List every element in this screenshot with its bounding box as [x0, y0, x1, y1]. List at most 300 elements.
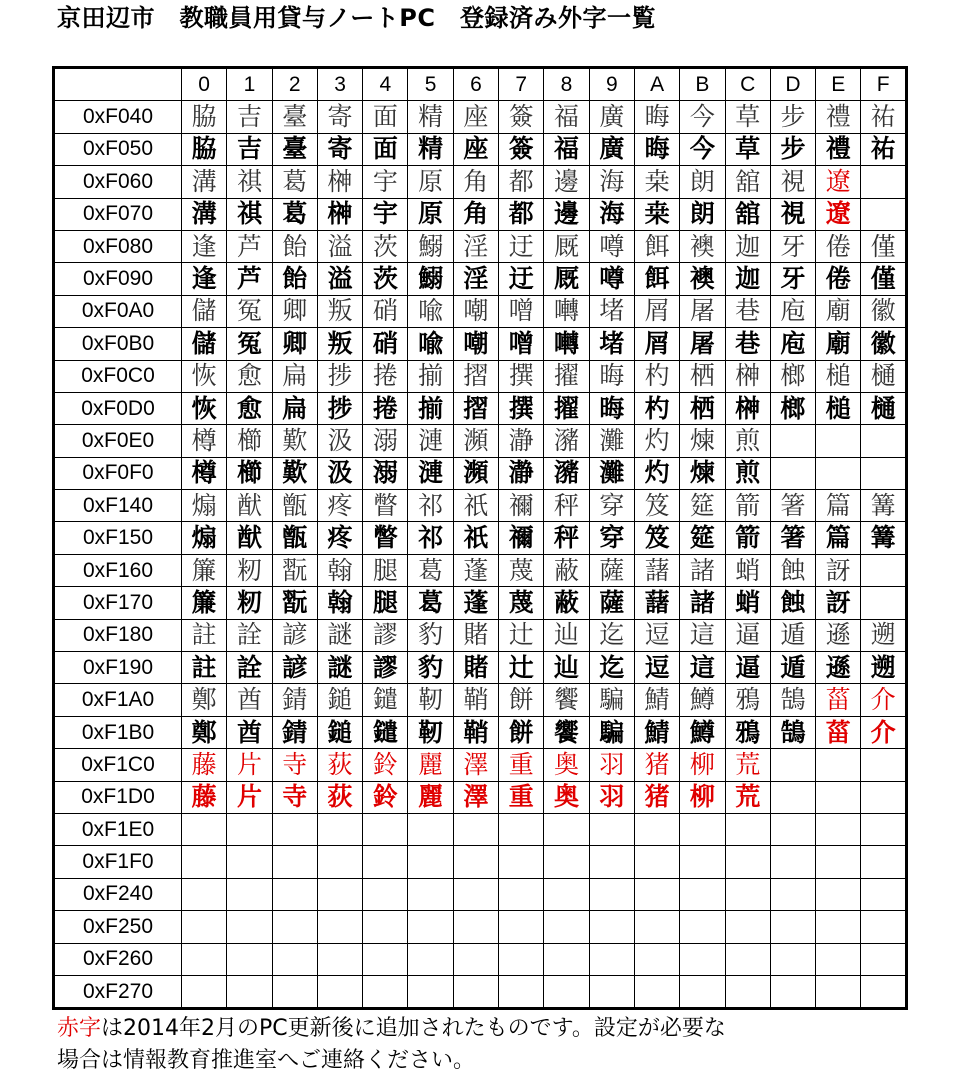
- glyph-cell: 謎: [317, 619, 362, 651]
- glyph-cell: 藷: [634, 587, 679, 619]
- glyph-cell: 鎚: [317, 716, 362, 748]
- glyph-cell: 荻: [317, 749, 362, 781]
- glyph-cell: [816, 943, 861, 975]
- page-title: 京田辺市 教職員用貸与ノートPC 登録済み外字一覧: [57, 4, 656, 32]
- glyph-cell: 汲: [317, 425, 362, 457]
- glyph-cell: 藤: [182, 749, 227, 781]
- row-code-label: 0xF1D0: [54, 781, 182, 813]
- glyph-cell: 餅: [499, 684, 544, 716]
- glyph-cell: [861, 943, 906, 975]
- glyph-cell: [770, 911, 815, 943]
- row-code-label: 0xF090: [54, 263, 182, 295]
- glyph-cell: [227, 943, 272, 975]
- glyph-cell: 芦: [227, 263, 272, 295]
- glyph-cell: 茨: [363, 230, 408, 262]
- glyph-cell: [861, 587, 906, 619]
- glyph-cell: 簾: [182, 587, 227, 619]
- table-row: [54, 943, 907, 975]
- glyph-cell: 煉: [680, 425, 725, 457]
- glyph-cell: 福: [544, 133, 589, 165]
- row-code-label: 0xF0C0: [54, 360, 182, 392]
- glyph-cell: 臺: [272, 133, 317, 165]
- row-code-label: 0xF1C0: [54, 749, 182, 781]
- column-header: 6: [453, 68, 498, 101]
- glyph-cell: 靭: [408, 716, 453, 748]
- glyph-cell: [363, 911, 408, 943]
- glyph-cell: 蔽: [544, 587, 589, 619]
- glyph-cell: 片: [227, 749, 272, 781]
- glyph-cell: 淫: [453, 230, 498, 262]
- glyph-cell: 榊: [317, 198, 362, 230]
- glyph-cell: 瞥: [363, 522, 408, 554]
- glyph-cell: [317, 911, 362, 943]
- glyph-cell: 祺: [227, 198, 272, 230]
- glyph-cell: [499, 846, 544, 878]
- glyph-cell: 飴: [272, 230, 317, 262]
- glyph-cell: 煽: [182, 490, 227, 522]
- glyph-cell: [408, 878, 453, 910]
- glyph-cell: 鈴: [363, 781, 408, 813]
- row-code-label: 0xF240: [54, 878, 182, 910]
- glyph-cell: 餅: [499, 716, 544, 748]
- row-code-label: 0xF250: [54, 911, 182, 943]
- glyph-cell: [861, 425, 906, 457]
- glyph-cell: 重: [499, 781, 544, 813]
- glyph-cell: 卿: [272, 328, 317, 360]
- row-code-label: 0xF060: [54, 166, 182, 198]
- column-header: 5: [408, 68, 453, 101]
- glyph-cell: 溢: [317, 230, 362, 262]
- glyph-cell: 饗: [544, 684, 589, 716]
- glyph-cell: 歎: [272, 425, 317, 457]
- glyph-cell: [227, 975, 272, 1008]
- glyph-cell: 逼: [725, 652, 770, 684]
- glyph-cell: 遁: [770, 652, 815, 684]
- glyph-cell: [680, 813, 725, 845]
- glyph-cell: 撰: [499, 392, 544, 424]
- glyph-cell: 溢: [317, 263, 362, 295]
- glyph-cell: 揃: [408, 392, 453, 424]
- table-row: [54, 781, 907, 813]
- glyph-cell: 叛: [317, 328, 362, 360]
- glyph-cell: 遁: [770, 619, 815, 651]
- glyph-cell: [816, 911, 861, 943]
- glyph-cell: [861, 554, 906, 586]
- glyph-cell: 邊: [544, 198, 589, 230]
- glyph-cell: 櫛: [227, 457, 272, 489]
- glyph-cell: 芦: [227, 230, 272, 262]
- glyph-cell: 囀: [544, 328, 589, 360]
- glyph-cell: [861, 813, 906, 845]
- row-code-label: 0xF0D0: [54, 392, 182, 424]
- row-code-label: 0xF1F0: [54, 846, 182, 878]
- glyph-cell: [770, 813, 815, 845]
- row-code-label: 0xF270: [54, 975, 182, 1008]
- glyph-cell: 愈: [227, 392, 272, 424]
- glyph-cell: 晦: [634, 101, 679, 133]
- glyph-cell: 溺: [363, 425, 408, 457]
- glyph-cell: [272, 846, 317, 878]
- glyph-cell: [453, 846, 498, 878]
- glyph-cell: [453, 813, 498, 845]
- glyph-cell: [408, 943, 453, 975]
- table-row: [54, 716, 907, 748]
- row-code-label: 0xF0A0: [54, 295, 182, 327]
- glyph-cell: [861, 749, 906, 781]
- glyph-cell: 翰: [317, 554, 362, 586]
- glyph-cell: 倦: [816, 230, 861, 262]
- glyph-cell: [816, 457, 861, 489]
- column-header: 9: [589, 68, 634, 101]
- glyph-cell: 撰: [499, 360, 544, 392]
- glyph-cell: 今: [680, 133, 725, 165]
- glyph-cell: 鎚: [317, 684, 362, 716]
- glyph-cell: 桒: [634, 166, 679, 198]
- row-code-label: 0xF0B0: [54, 328, 182, 360]
- glyph-cell: 屠: [680, 295, 725, 327]
- glyph-cell: 錆: [272, 716, 317, 748]
- glyph-cell: 煎: [725, 425, 770, 457]
- glyph-cell: [227, 878, 272, 910]
- column-header: 7: [499, 68, 544, 101]
- glyph-cell: 朗: [680, 198, 725, 230]
- table-row: [54, 133, 907, 165]
- glyph-cell: [770, 749, 815, 781]
- glyph-cell: 鴉: [725, 684, 770, 716]
- glyph-cell: 逗: [634, 652, 679, 684]
- glyph-cell: 杓: [634, 360, 679, 392]
- glyph-cell: 灘: [589, 457, 634, 489]
- glyph-cell: 宇: [363, 166, 408, 198]
- glyph-cell: 僅: [861, 230, 906, 262]
- glyph-cell: [770, 781, 815, 813]
- glyph-cell: [182, 878, 227, 910]
- glyph-cell: 逗: [634, 619, 679, 651]
- glyph-cell: 廣: [589, 101, 634, 133]
- glyph-cell: 鰯: [408, 263, 453, 295]
- table-row: [54, 684, 907, 716]
- table-row: [54, 360, 907, 392]
- glyph-cell: 箸: [770, 490, 815, 522]
- glyph-cell: 漣: [408, 457, 453, 489]
- glyph-cell: [634, 813, 679, 845]
- glyph-cell: 樋: [861, 392, 906, 424]
- glyph-cell: 葛: [272, 198, 317, 230]
- glyph-cell: [725, 975, 770, 1008]
- glyph-cell: 籾: [227, 587, 272, 619]
- glyph-cell: 揃: [408, 360, 453, 392]
- glyph-cell: 簽: [499, 101, 544, 133]
- glyph-cell: 豹: [408, 619, 453, 651]
- table-row: [54, 328, 907, 360]
- glyph-cell: [544, 943, 589, 975]
- glyph-cell: 囀: [544, 295, 589, 327]
- glyph-cell: 篝: [861, 522, 906, 554]
- glyph-cell: 迄: [589, 652, 634, 684]
- glyph-cell: 硝: [363, 295, 408, 327]
- glyph-cell: 箭: [725, 490, 770, 522]
- glyph-cell: 精: [408, 133, 453, 165]
- glyph-cell: 賭: [453, 652, 498, 684]
- glyph-cell: [453, 975, 498, 1008]
- glyph-cell: 煉: [680, 457, 725, 489]
- glyph-cell: 朗: [680, 166, 725, 198]
- glyph-cell: [680, 975, 725, 1008]
- corner-cell: [54, 68, 182, 101]
- glyph-cell: 迄: [589, 619, 634, 651]
- glyph-cell: 摺: [453, 360, 498, 392]
- glyph-cell: 蛸: [725, 587, 770, 619]
- glyph-cell: [861, 846, 906, 878]
- glyph-cell: [499, 813, 544, 845]
- glyph-cell: [634, 975, 679, 1008]
- glyph-cell: 葛: [408, 554, 453, 586]
- glyph-cell: 迂: [499, 230, 544, 262]
- glyph-cell: 薩: [589, 587, 634, 619]
- glyph-cell: 噂: [589, 230, 634, 262]
- glyph-cell: 捗: [317, 392, 362, 424]
- glyph-cell: 箭: [725, 522, 770, 554]
- glyph-cell: 祁: [408, 490, 453, 522]
- glyph-cell: 荒: [725, 781, 770, 813]
- glyph-cell: 樽: [182, 457, 227, 489]
- glyph-cell: 菑: [816, 684, 861, 716]
- glyph-cell: 襖: [680, 230, 725, 262]
- glyph-cell: [589, 813, 634, 845]
- glyph-cell: 角: [453, 166, 498, 198]
- table-row: [54, 554, 907, 586]
- glyph-cell: 笈: [634, 490, 679, 522]
- glyph-cell: 溝: [182, 166, 227, 198]
- column-header: A: [634, 68, 679, 101]
- footnote-line-1: [57, 1013, 726, 1045]
- glyph-cell: 僅: [861, 263, 906, 295]
- table-row: [54, 587, 907, 619]
- glyph-cell: 溝: [182, 198, 227, 230]
- glyph-cell: 註: [182, 652, 227, 684]
- glyph-cell: 煎: [725, 457, 770, 489]
- table-row: [54, 198, 907, 230]
- glyph-cell: 巷: [725, 328, 770, 360]
- glyph-cell: 蔽: [544, 554, 589, 586]
- glyph-cell: 迦: [725, 263, 770, 295]
- glyph-cell: 櫛: [227, 425, 272, 457]
- glyph-cell: 鈴: [363, 749, 408, 781]
- glyph-cell: [816, 975, 861, 1008]
- glyph-cell: [182, 846, 227, 878]
- table-row: [54, 230, 907, 262]
- row-code-label: 0xF140: [54, 490, 182, 522]
- table-row: [54, 263, 907, 295]
- glyph-cell: 灘: [589, 425, 634, 457]
- glyph-cell: 奥: [544, 781, 589, 813]
- glyph-cell: 謬: [363, 652, 408, 684]
- glyph-cell: [634, 943, 679, 975]
- row-code-label: 0xF1B0: [54, 716, 182, 748]
- glyph-cell: 鑓: [363, 684, 408, 716]
- glyph-cell: 噌: [499, 328, 544, 360]
- glyph-cell: 辻: [499, 619, 544, 651]
- glyph-cell: [363, 943, 408, 975]
- glyph-cell: 恢: [182, 360, 227, 392]
- glyph-cell: 座: [453, 133, 498, 165]
- table-row: [54, 878, 907, 910]
- glyph-cell: 厩: [544, 263, 589, 295]
- glyph-cell: [544, 813, 589, 845]
- glyph-cell: 介: [861, 716, 906, 748]
- glyph-cell: 筵: [680, 522, 725, 554]
- glyph-cell: [861, 781, 906, 813]
- glyph-cell: 酋: [227, 716, 272, 748]
- glyph-cell: 庖: [770, 328, 815, 360]
- glyph-cell: 騙: [589, 684, 634, 716]
- glyph-cell: 鱒: [680, 684, 725, 716]
- glyph-cell: 脇: [182, 133, 227, 165]
- glyph-cell: 灼: [634, 457, 679, 489]
- glyph-cell: 寺: [272, 781, 317, 813]
- glyph-cell: 疼: [317, 522, 362, 554]
- glyph-cell: [317, 878, 362, 910]
- glyph-cell: 穿: [589, 522, 634, 554]
- glyph-cell: 遡: [861, 619, 906, 651]
- glyph-cell: 廟: [816, 295, 861, 327]
- table-body: [54, 101, 907, 1009]
- glyph-cell: 扁: [272, 360, 317, 392]
- glyph-cell: 厩: [544, 230, 589, 262]
- glyph-cell: 晦: [589, 392, 634, 424]
- glyph-cell: [272, 813, 317, 845]
- row-code-label: 0xF070: [54, 198, 182, 230]
- glyph-cell: 徽: [861, 328, 906, 360]
- glyph-cell: 禰: [499, 490, 544, 522]
- glyph-cell: [317, 846, 362, 878]
- table-row: [54, 101, 907, 133]
- glyph-cell: 槌: [816, 360, 861, 392]
- glyph-cell: 猪: [634, 749, 679, 781]
- glyph-cell: 捗: [317, 360, 362, 392]
- glyph-cell: 奥: [544, 749, 589, 781]
- glyph-cell: [272, 975, 317, 1008]
- glyph-cell: 豹: [408, 652, 453, 684]
- glyph-cell: 原: [408, 198, 453, 230]
- glyph-cell: 迂: [499, 263, 544, 295]
- glyph-cell: 秤: [544, 522, 589, 554]
- glyph-cell: 簽: [499, 133, 544, 165]
- glyph-cell: 捲: [363, 392, 408, 424]
- row-code-label: 0xF180: [54, 619, 182, 651]
- glyph-cell: [182, 813, 227, 845]
- glyph-cell: 屑: [634, 328, 679, 360]
- footnote-line-2: 場合は情報教育推進室へご連絡ください。: [57, 1048, 476, 1073]
- glyph-cell: 餌: [634, 230, 679, 262]
- glyph-cell: 叛: [317, 295, 362, 327]
- glyph-cell: 籾: [227, 554, 272, 586]
- glyph-cell: 諺: [272, 619, 317, 651]
- glyph-cell: 晦: [634, 133, 679, 165]
- glyph-cell: 薩: [589, 554, 634, 586]
- glyph-cell: 樽: [182, 425, 227, 457]
- glyph-cell: 廣: [589, 133, 634, 165]
- glyph-cell: 辻: [499, 652, 544, 684]
- glyph-cell: [544, 878, 589, 910]
- glyph-cell: 介: [861, 684, 906, 716]
- glyph-cell: 草: [725, 133, 770, 165]
- row-code-label: 0xF160: [54, 554, 182, 586]
- glyph-cell: 簾: [182, 554, 227, 586]
- glyph-cell: 面: [363, 101, 408, 133]
- glyph-cell: 禮: [816, 101, 861, 133]
- glyph-cell: 腿: [363, 587, 408, 619]
- glyph-cell: 祺: [227, 166, 272, 198]
- glyph-cell: 栖: [680, 360, 725, 392]
- glyph-cell: [680, 943, 725, 975]
- glyph-cell: 這: [680, 619, 725, 651]
- glyph-cell: [861, 911, 906, 943]
- glyph-cell: 視: [770, 166, 815, 198]
- glyph-cell: 詮: [227, 619, 272, 651]
- glyph-cell: [861, 198, 906, 230]
- glyph-cell: 茨: [363, 263, 408, 295]
- glyph-cell: 汲: [317, 457, 362, 489]
- glyph-cell: 廟: [816, 328, 861, 360]
- glyph-cell: 樋: [861, 360, 906, 392]
- glyph-cell: [272, 943, 317, 975]
- glyph-cell: 桒: [634, 198, 679, 230]
- glyph-cell: 草: [725, 101, 770, 133]
- glyph-cell: 徽: [861, 295, 906, 327]
- row-code-label: 0xF170: [54, 587, 182, 619]
- glyph-cell: 柳: [680, 749, 725, 781]
- glyph-cell: [725, 911, 770, 943]
- glyph-cell: [725, 943, 770, 975]
- glyph-cell: [725, 846, 770, 878]
- glyph-cell: [589, 943, 634, 975]
- glyph-cell: [499, 911, 544, 943]
- table-row: [54, 425, 907, 457]
- glyph-cell: 祐: [861, 133, 906, 165]
- glyph-cell: 遼: [816, 198, 861, 230]
- table-row: [54, 652, 907, 684]
- glyph-cell: 蔑: [499, 554, 544, 586]
- glyph-cell: 猷: [227, 490, 272, 522]
- glyph-cell: 舘: [725, 166, 770, 198]
- glyph-cell: 祐: [861, 101, 906, 133]
- glyph-cell: [363, 878, 408, 910]
- column-header: 4: [363, 68, 408, 101]
- glyph-cell: [816, 846, 861, 878]
- glyph-cell: 瞥: [363, 490, 408, 522]
- glyph-cell: [227, 911, 272, 943]
- column-header: 3: [317, 68, 362, 101]
- glyph-cell: 訝: [816, 587, 861, 619]
- column-header: D: [770, 68, 815, 101]
- column-header: 8: [544, 68, 589, 101]
- row-code-label: 0xF1A0: [54, 684, 182, 716]
- glyph-cell: 擢: [544, 360, 589, 392]
- glyph-cell: [182, 975, 227, 1008]
- glyph-cell: 諸: [680, 587, 725, 619]
- glyph-cell: 禰: [499, 522, 544, 554]
- glyph-cell: 今: [680, 101, 725, 133]
- glyph-cell: 瀦: [544, 457, 589, 489]
- glyph-cell: 祁: [408, 522, 453, 554]
- table-row: [54, 392, 907, 424]
- glyph-cell: 蔑: [499, 587, 544, 619]
- glyph-cell: [770, 425, 815, 457]
- glyph-cell: [499, 975, 544, 1008]
- glyph-cell: 襖: [680, 263, 725, 295]
- glyph-cell: 諺: [272, 652, 317, 684]
